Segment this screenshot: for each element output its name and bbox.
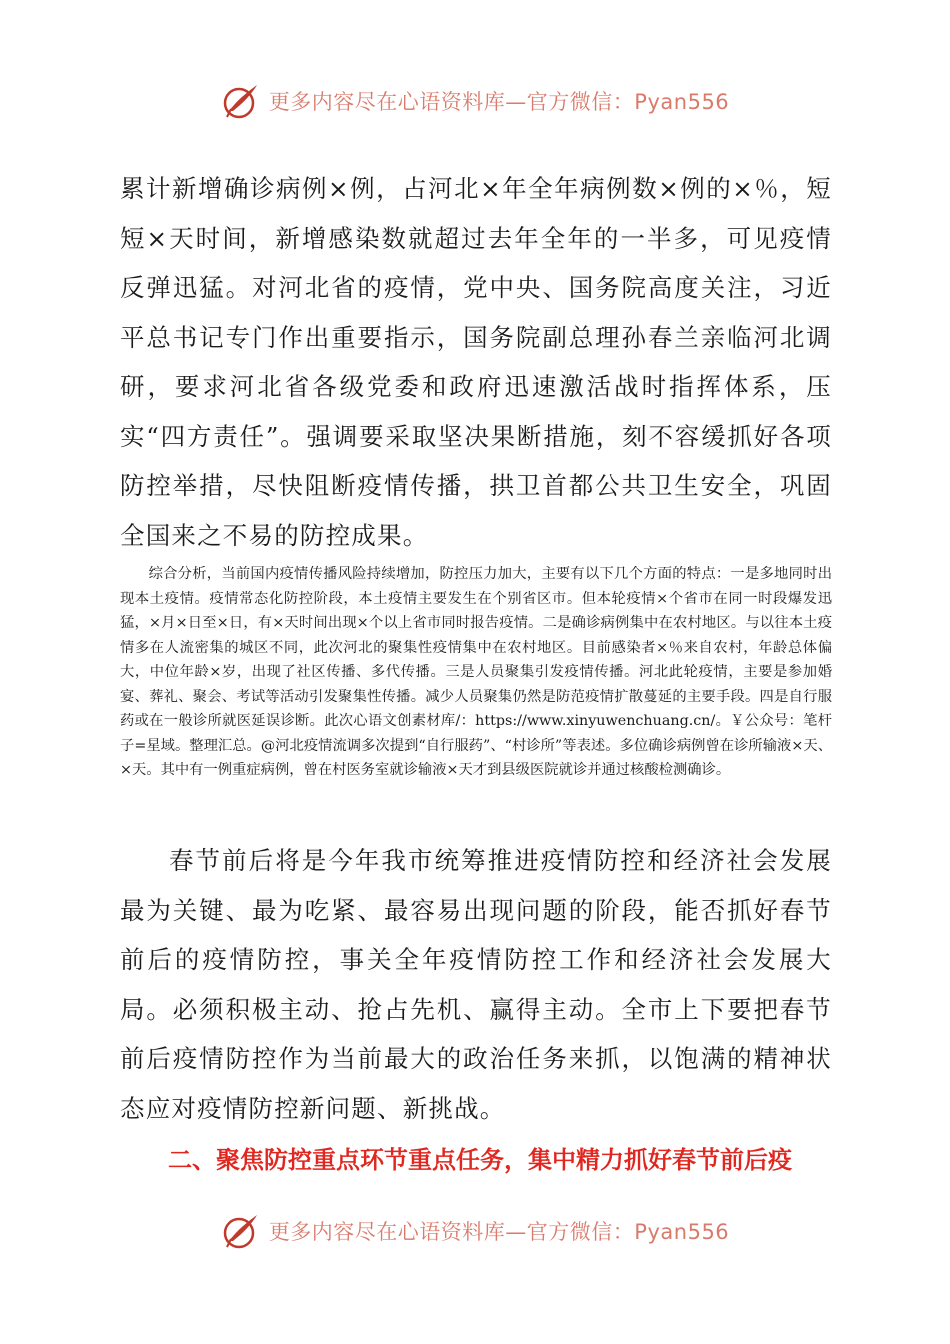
header-watermark-text: 更多内容尽在心语资料库—官方微信：Pyan556 [268,90,730,114]
quill-logo-icon [221,81,261,121]
quill-logo-icon [221,1211,261,1251]
paragraph-block-1 [120,164,832,560]
paragraph-block-3 [120,836,832,1133]
body-paragraph-3: 春节前后将是今年我市统筹推进疫情防控和经济社会发展最为关键、最为吃紧、最容易出现问题的阶段，能否抓好春节前后的疫情防控，事关全年疫情防控工作和经济社会发展大局。必须积极主动、抢占先机、赢得主动。全市上下要把春节前后疫情防控作为当前最大的政治任务来抓，以饱满的精神状态应对疫情防控新问题、新挑战。 [120,846,832,1123]
header-watermark [0,78,950,124]
body-paragraph-1: 累计新增确诊病例×例，占河北×年全年病例数×例的×％，短短×天时间，新增感染数就超过去年全年的一半多，可见疫情反弹迅猛。对河北省的疫情，党中央、国务院高度关注，习近平总书记专门作出重要指示，国务院副总理孙春兰亲临河北调研，要求河北省各级党委和政府迅速激活战时指挥体系，压实“四方责任”。强调要采取坚决果断措施，刻不容缓抓好各项防控举措，尽快阻断疫情传播，拱卫首都公共卫生安全，巩固全国来之不易的防控成果。 [120,174,832,550]
footer-watermark [0,1208,950,1254]
footer-watermark-text: 更多内容尽在心语资料库—官方微信：Pyan556 [268,1220,730,1244]
section-heading: 二、聚焦防控重点环节重点任务，集中精力抓好春节前后疫 [168,1146,792,1174]
body-paragraph-2-small: 综合分析，当前国内疫情传播风险持续增加，防控压力加大，主要有以下几个方面的特点：一是多地同时出现本土疫情。疫情常态化防控阶段，本土疫情主要发生在个别省区市。但本轮疫情×个省市在同一时段爆发迅猛，×月×日至×日，有×天时间出现×个以上省市同时报告疫情。二是确诊病例集中在农村地区。与以往本土疫情多在人流密集的城区不同，此次河北的聚集性疫情集中在农村地区。目前感染者×％来自农村，年龄总体偏大，中位年龄×岁，出现了社区传播、多代传播。三是人员聚集引发疫情传播。河北此轮疫情，主要是参加婚宴、葬礼、聚会、考试等活动引发聚集性传播。减少人员聚集仍然是防范疫情扩散蔓延的主要手段。四是自行服药或在一般诊所就医延误诊断。此次心语文创素材库/：https://www.xinyuwenchuang.cn/。￥公众号：笔杆子=星域。整理汇总。@河北疫情流调多次提到“自行服药”、“村诊所”等表述。多位确诊病例曾在诊所输液×天、×天。其中有一例重症病例，曾在村医务室就诊输液×天才到县级医院就诊并通过核酸检测确诊。 [120,566,832,778]
